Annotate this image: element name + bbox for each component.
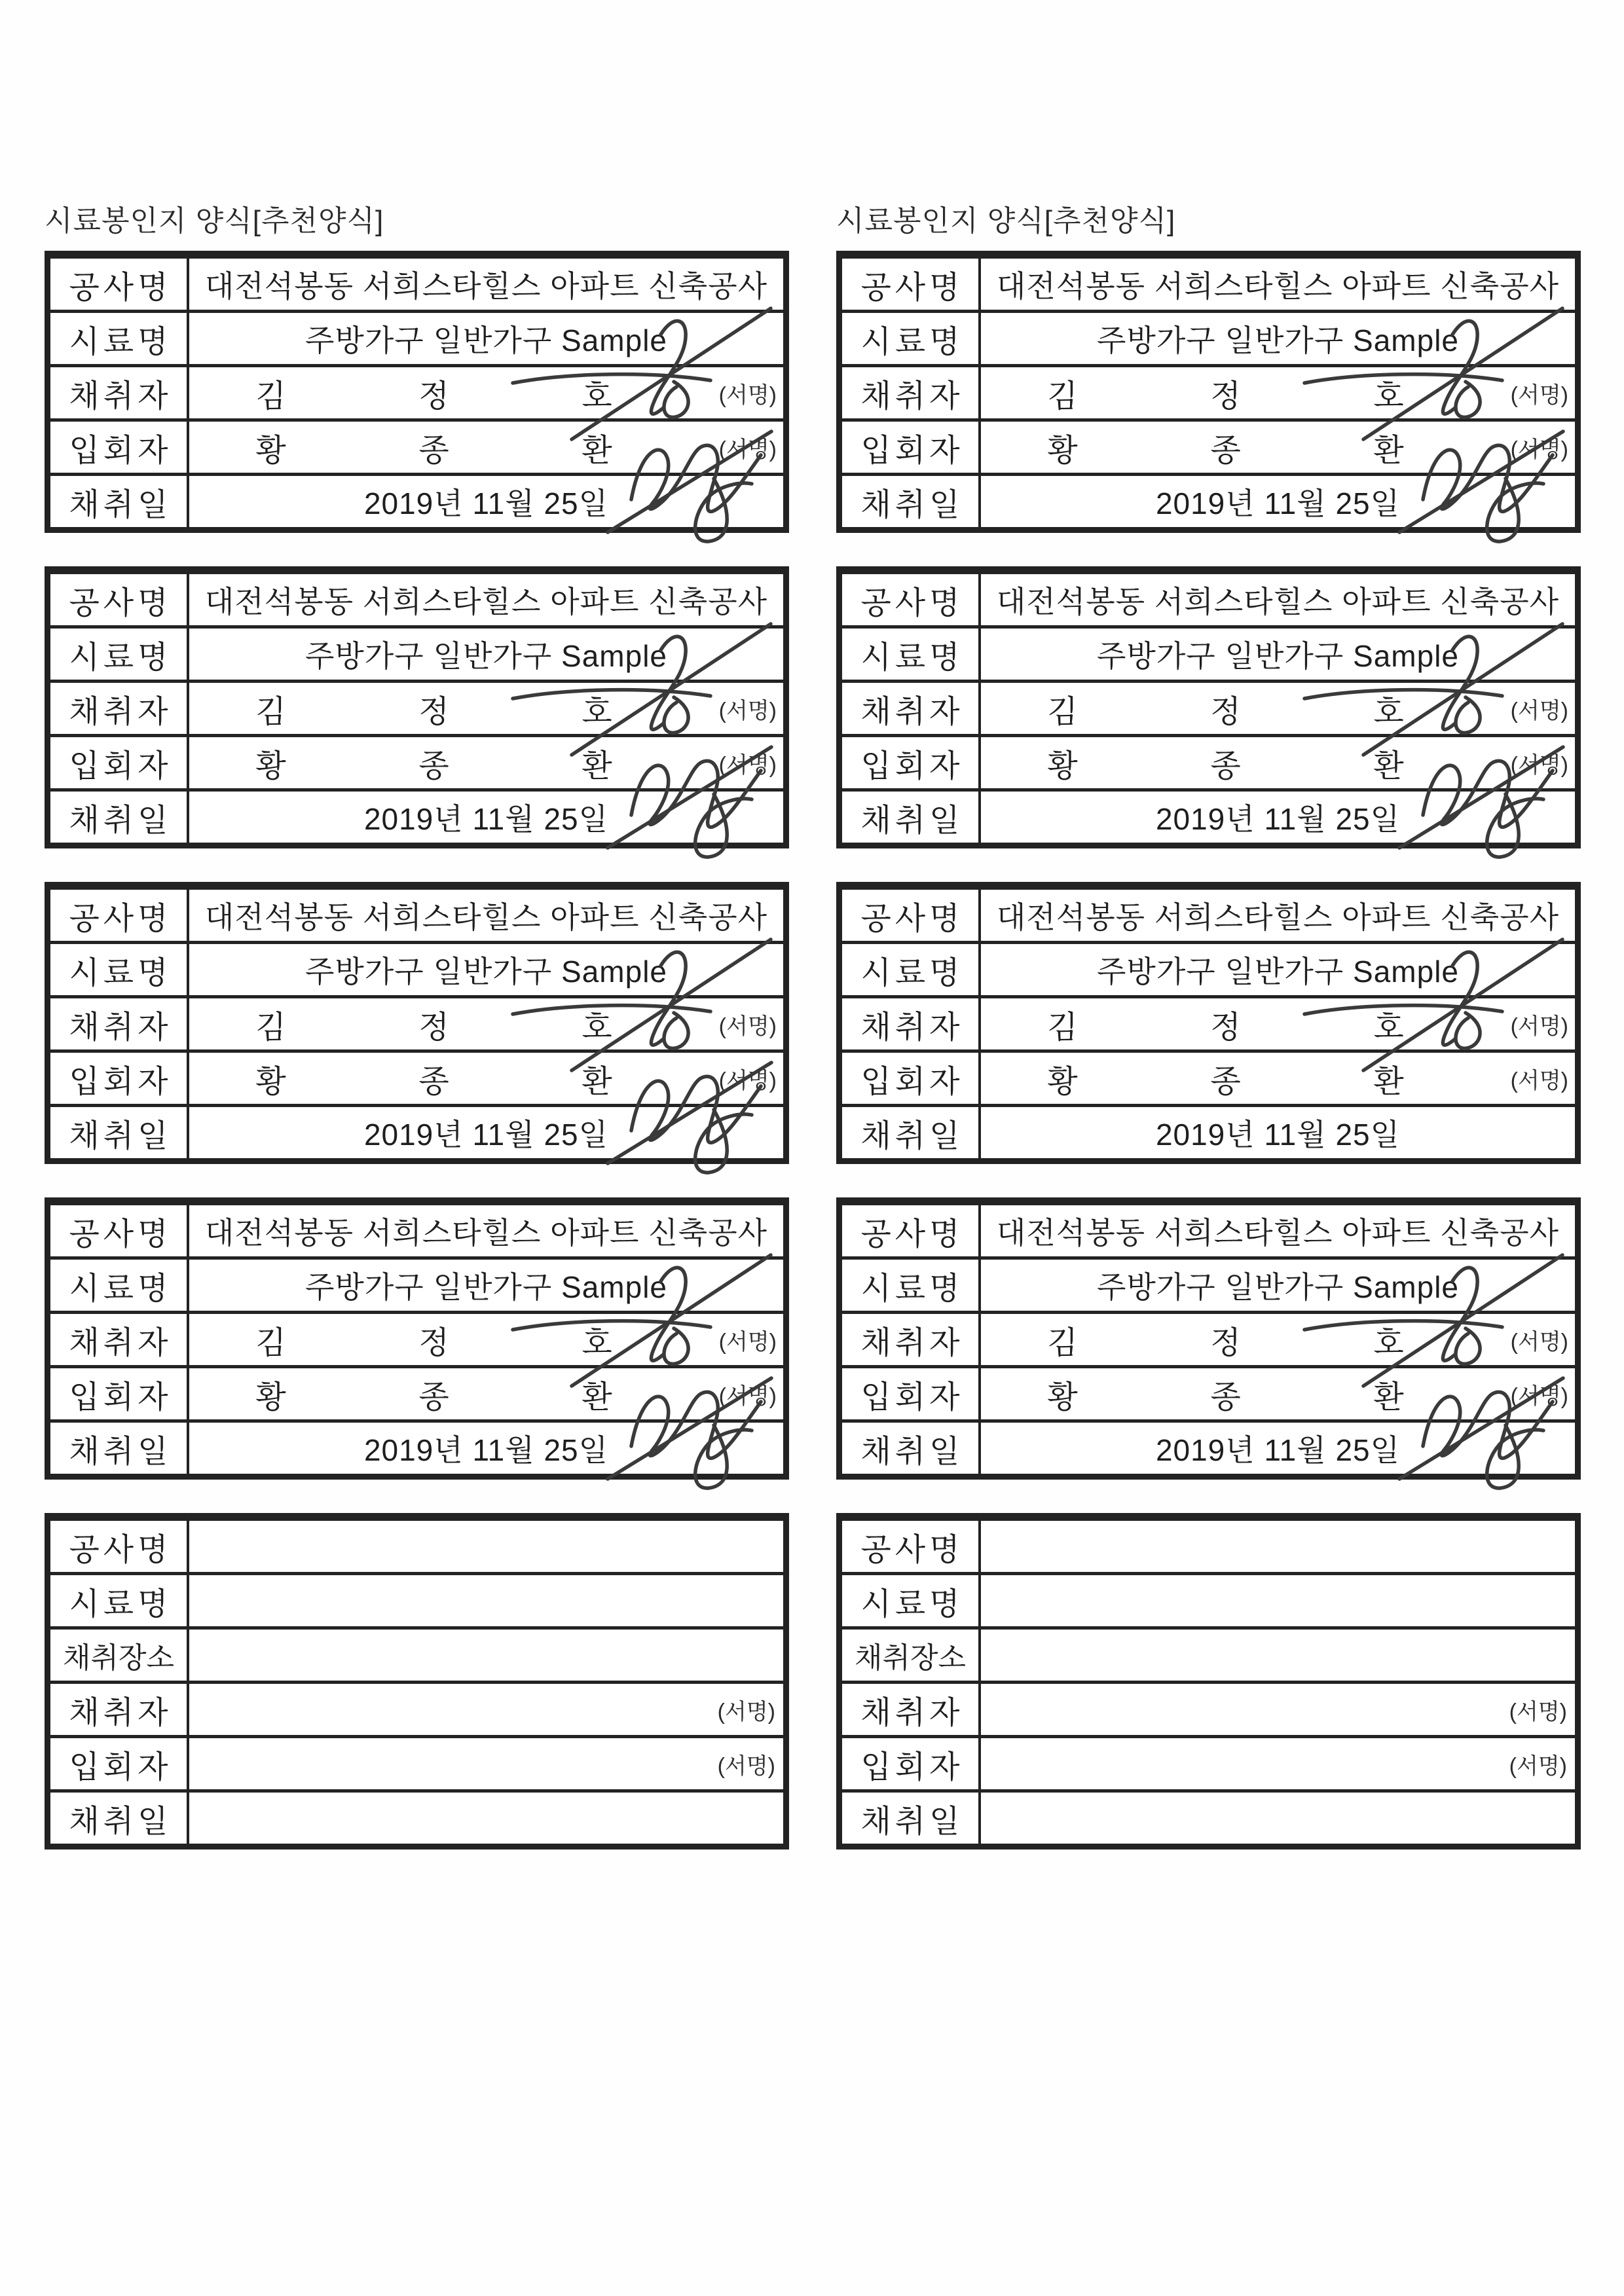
witness-label: 입회자 [842,1368,981,1419]
sample-name-value: 주방가구 일반가구 Sample [1096,639,1460,673]
collection-date-value: 2019년 11월 25일 [363,486,609,520]
witness-label: 입회자 [842,737,981,788]
construction-name-label: 공사명 [842,574,981,625]
collector-name-char: 김 [255,378,286,414]
construction-name-row [842,259,1575,310]
collection-date-row [842,788,1575,843]
collector-label: 채취자 [842,1314,981,1365]
witness-name-char: 종 [418,433,449,468]
sample-name-label: 시료명 [50,1575,189,1626]
witness-name-value [189,422,783,473]
witness-name-char: 종 [1210,1064,1241,1099]
collector-name-char: 김 [255,1325,286,1360]
witness-row [842,1735,1575,1789]
sample-name-row [50,625,783,680]
witness-sign-here-label: (서명) [718,1383,777,1409]
blank-sample-seal-label-table [45,1513,789,1850]
witness-name-value [189,1368,783,1419]
collector-name-char: 정 [418,694,449,729]
witness-name-char: 환 [581,1379,612,1415]
witness-value-empty [981,1738,1575,1789]
witness-name-char: 황 [255,1379,286,1415]
construction-name-value: 대전석봉동 서희스타힐스 아파트 신축공사 [996,900,1560,934]
collector-sign-here-label: (서명) [718,382,777,408]
collector-row [50,995,783,1049]
sample-name-row [50,1256,783,1311]
collector-row [842,1311,1575,1365]
form-column-right [836,204,1581,1883]
witness-name-char: 황 [255,748,286,784]
construction-name-label: 공사명 [50,259,189,310]
witness-name-char: 종 [418,748,449,784]
collection-place-value-empty [189,1630,783,1681]
construction-name-label: 공사명 [50,890,189,941]
collection-date-row [842,1789,1575,1844]
witness-name-char: 종 [1210,1379,1241,1415]
collector-sign-here-label: (서명) [1510,698,1568,723]
witness-sign-here-label: (서명) [717,1753,775,1779]
sample-name-row [842,1256,1575,1311]
collection-date-label: 채취일 [842,792,981,843]
collection-date-row [50,1789,783,1844]
witness-name-char: 황 [255,433,286,468]
construction-name-label: 공사명 [50,1521,189,1572]
blank-sample-seal-label-table [836,1513,1581,1850]
sample-name-row [50,1572,783,1626]
collection-date-value: 2019년 11월 25일 [1155,486,1401,520]
sample-name-value-empty [981,1575,1575,1626]
witness-name-char: 환 [1373,433,1404,468]
collection-date-row [842,1419,1575,1474]
collector-name-char: 김 [255,1010,286,1045]
witness-label: 입회자 [50,1368,189,1419]
collector-name-char: 정 [418,378,449,414]
collector-name-value [981,367,1575,418]
collector-label: 채취자 [842,1684,981,1735]
construction-name-value-empty [189,1521,783,1572]
construction-name-value: 대전석봉동 서희스타힐스 아파트 신축공사 [996,269,1560,303]
construction-name-value: 대전석봉동 서희스타힐스 아파트 신축공사 [996,585,1560,619]
sample-name-label: 시료명 [50,944,189,995]
collector-name-char: 호 [581,378,612,414]
collector-name-char: 호 [1373,694,1404,729]
sample-seal-label-table [45,882,789,1164]
witness-name-value [189,1053,783,1104]
collection-date-value: 2019년 11월 25일 [363,802,609,836]
sample-name-label: 시료명 [50,313,189,364]
collector-name-char: 김 [1047,1010,1078,1045]
sample-name-value: 주방가구 일반가구 Sample [1096,323,1460,357]
witness-name-value [981,737,1575,788]
witness-sign-here-label: (서명) [718,437,777,462]
collector-name-char: 김 [1047,378,1078,414]
collector-name-char: 호 [1373,1325,1404,1360]
collection-date-value: 2019년 11월 25일 [363,1118,609,1152]
collector-name-char: 정 [1210,694,1241,729]
sample-name-label: 시료명 [842,313,981,364]
sample-name-value: 주방가구 일반가구 Sample [304,955,668,989]
construction-name-label: 공사명 [842,1205,981,1256]
witness-name-char: 황 [1047,1379,1078,1415]
witness-name-char: 황 [1047,1064,1078,1099]
construction-name-row [50,1521,783,1572]
collector-row [842,680,1575,734]
construction-name-value-empty [981,1521,1575,1572]
collector-name-value [189,367,783,418]
witness-name-char: 환 [1373,1064,1404,1099]
construction-name-row [842,890,1575,941]
sample-name-row [842,941,1575,995]
collection-date-label: 채취일 [50,476,189,527]
construction-name-row [50,890,783,941]
collector-name-char: 호 [581,1325,612,1360]
construction-name-row [50,574,783,625]
collector-sign-here-label: (서명) [718,1013,777,1039]
witness-name-char: 종 [418,1064,449,1099]
collector-row [50,364,783,418]
collection-date-row [842,473,1575,527]
witness-row [50,418,783,473]
witness-sign-here-label: (서명) [1510,1068,1568,1093]
collection-date-value-empty [189,1793,783,1844]
sample-name-value: 주방가구 일반가구 Sample [304,639,668,673]
collector-name-value [189,1314,783,1365]
collection-date-value: 2019년 11월 25일 [363,1433,609,1467]
collector-name-value [189,683,783,734]
witness-name-value [189,737,783,788]
sample-name-value: 주방가구 일반가구 Sample [304,1270,668,1304]
collector-label: 채취자 [50,1314,189,1365]
collector-row [842,995,1575,1049]
sample-seal-label-table [836,882,1581,1164]
construction-name-row [842,1205,1575,1256]
witness-name-char: 황 [1047,748,1078,784]
sample-name-row [842,310,1575,364]
sample-seal-label-table [836,566,1581,848]
collection-date-label: 채취일 [50,1107,189,1158]
construction-name-label: 공사명 [842,259,981,310]
collector-name-char: 정 [418,1325,449,1360]
sample-name-label: 시료명 [842,629,981,680]
sample-name-value-empty [189,1575,783,1626]
construction-name-value: 대전석봉동 서희스타힐스 아파트 신축공사 [996,1216,1560,1250]
collector-name-char: 정 [1210,378,1241,414]
form-column-left [45,204,789,1883]
collector-label: 채취자 [50,367,189,418]
collection-date-label: 채취일 [842,1107,981,1158]
collector-name-char: 호 [1373,1010,1404,1045]
construction-name-row [842,1521,1575,1572]
witness-name-char: 황 [255,1064,286,1099]
collection-date-label: 채취일 [50,1793,189,1844]
collection-date-label: 채취일 [842,1793,981,1844]
collector-name-value [189,998,783,1049]
collector-row [842,364,1575,418]
collector-name-char: 정 [418,1010,449,1045]
collector-name-char: 정 [1210,1010,1241,1045]
witness-label: 입회자 [842,1738,981,1789]
witness-sign-here-label: (서명) [718,752,777,778]
witness-name-value [981,422,1575,473]
witness-row [842,1049,1575,1104]
collection-place-value-empty [981,1630,1575,1681]
witness-label: 입회자 [50,422,189,473]
witness-value-empty [189,1738,783,1789]
collector-row [842,1681,1575,1735]
witness-sign-here-label: (서명) [1509,1753,1567,1779]
collection-date-row [50,1419,783,1474]
witness-label: 입회자 [842,1053,981,1104]
witness-name-char: 종 [418,1379,449,1415]
construction-name-value: 대전석봉동 서희스타힐스 아파트 신축공사 [204,585,768,619]
witness-label: 입회자 [50,737,189,788]
witness-name-char: 종 [1210,748,1241,784]
sample-name-row [50,310,783,364]
witness-row [50,1049,783,1104]
collection-date-value: 2019년 11월 25일 [1155,1118,1401,1152]
collection-date-label: 채취일 [50,1423,189,1474]
collector-value-empty [981,1684,1575,1735]
sample-seal-label-table [836,1197,1581,1480]
witness-name-char: 환 [581,748,612,784]
witness-row [842,1365,1575,1419]
collector-name-value [981,1314,1575,1365]
sample-name-row [842,625,1575,680]
form-title: 시료봉인지 양식[추천양식] [836,205,1176,237]
collection-date-label: 채취일 [842,476,981,527]
sample-name-value: 주방가구 일반가구 Sample [1096,1270,1460,1304]
collection-place-label: 채취장소 [50,1630,189,1681]
construction-name-label: 공사명 [50,1205,189,1256]
collector-name-char: 호 [581,1010,612,1045]
collector-name-char: 김 [1047,1325,1078,1360]
collector-label: 채취자 [50,1684,189,1735]
construction-name-row [50,1205,783,1256]
witness-name-char: 환 [581,1064,612,1099]
collector-value-empty [189,1684,783,1735]
form-title: 시료봉인지 양식[추천양식] [45,205,384,237]
collection-date-value-empty [981,1793,1575,1844]
witness-row [50,734,783,788]
sample-seal-label-table [45,566,789,848]
collector-sign-here-label: (서명) [1510,1329,1568,1355]
tables-right [836,251,1581,1850]
sample-name-label: 시료명 [50,1260,189,1311]
collector-sign-here-label: (서명) [718,1329,777,1355]
witness-row [50,1365,783,1419]
collection-place-row [50,1626,783,1681]
collector-name-char: 정 [1210,1325,1241,1360]
sample-name-label: 시료명 [842,1260,981,1311]
collector-name-value [981,683,1575,734]
collector-label: 채취자 [50,683,189,734]
collection-date-row [842,1104,1575,1158]
sample-seal-label-table [45,251,789,533]
sample-name-label: 시료명 [842,944,981,995]
witness-name-char: 황 [1047,433,1078,468]
witness-name-char: 환 [581,433,612,468]
sample-name-value: 주방가구 일반가구 Sample [1096,955,1460,989]
collection-date-label: 채취일 [50,792,189,843]
construction-name-label: 공사명 [842,890,981,941]
collector-label: 채취자 [842,998,981,1049]
collector-label: 채취자 [842,367,981,418]
collector-name-char: 김 [255,694,286,729]
witness-sign-here-label: (서명) [718,1068,777,1093]
witness-name-char: 환 [1373,748,1404,784]
collection-date-row [50,788,783,843]
collection-place-row [842,1626,1575,1681]
witness-name-value [981,1053,1575,1104]
sample-name-row [842,1572,1575,1626]
collector-label: 채취자 [50,998,189,1049]
construction-name-row [50,259,783,310]
witness-label: 입회자 [50,1053,189,1104]
witness-name-char: 환 [1373,1379,1404,1415]
collector-name-char: 호 [1373,378,1404,414]
construction-name-label: 공사명 [842,1521,981,1572]
collector-row [50,680,783,734]
collector-sign-here-label: (서명) [1509,1699,1567,1724]
construction-name-row [842,574,1575,625]
witness-sign-here-label: (서명) [1510,1383,1568,1409]
sample-name-label: 시료명 [842,1575,981,1626]
collector-name-value [981,998,1575,1049]
sample-name-row [50,941,783,995]
collection-date-value: 2019년 11월 25일 [1155,802,1401,836]
collection-date-row [50,1104,783,1158]
collection-date-value: 2019년 11월 25일 [1155,1433,1401,1467]
sample-seal-label-table [45,1197,789,1480]
collector-name-char: 호 [581,694,612,729]
collector-sign-here-label: (서명) [1510,382,1568,408]
witness-sign-here-label: (서명) [1510,752,1568,778]
witness-name-char: 종 [1210,433,1241,468]
collector-name-char: 김 [1047,694,1078,729]
collection-date-row [50,473,783,527]
witness-sign-here-label: (서명) [1510,437,1568,462]
witness-name-value [981,1368,1575,1419]
collector-row [50,1681,783,1735]
witness-row [842,734,1575,788]
collector-sign-here-label: (서명) [717,1699,775,1724]
witness-label: 입회자 [842,422,981,473]
witness-row [50,1735,783,1789]
construction-name-value: 대전석봉동 서희스타힐스 아파트 신축공사 [204,900,768,934]
tables-left [45,251,789,1850]
sample-name-value: 주방가구 일반가구 Sample [304,323,668,357]
collector-row [50,1311,783,1365]
witness-label: 입회자 [50,1738,189,1789]
sample-name-label: 시료명 [50,629,189,680]
collection-date-label: 채취일 [842,1423,981,1474]
construction-name-value: 대전석봉동 서희스타힐스 아파트 신축공사 [204,1216,768,1250]
sample-seal-label-table [836,251,1581,533]
collector-sign-here-label: (서명) [718,698,777,723]
construction-name-label: 공사명 [50,574,189,625]
collector-label: 채취자 [842,683,981,734]
witness-row [842,418,1575,473]
construction-name-value: 대전석봉동 서희스타힐스 아파트 신축공사 [204,269,768,303]
collector-sign-here-label: (서명) [1510,1013,1568,1039]
collection-place-label: 채취장소 [842,1630,981,1681]
